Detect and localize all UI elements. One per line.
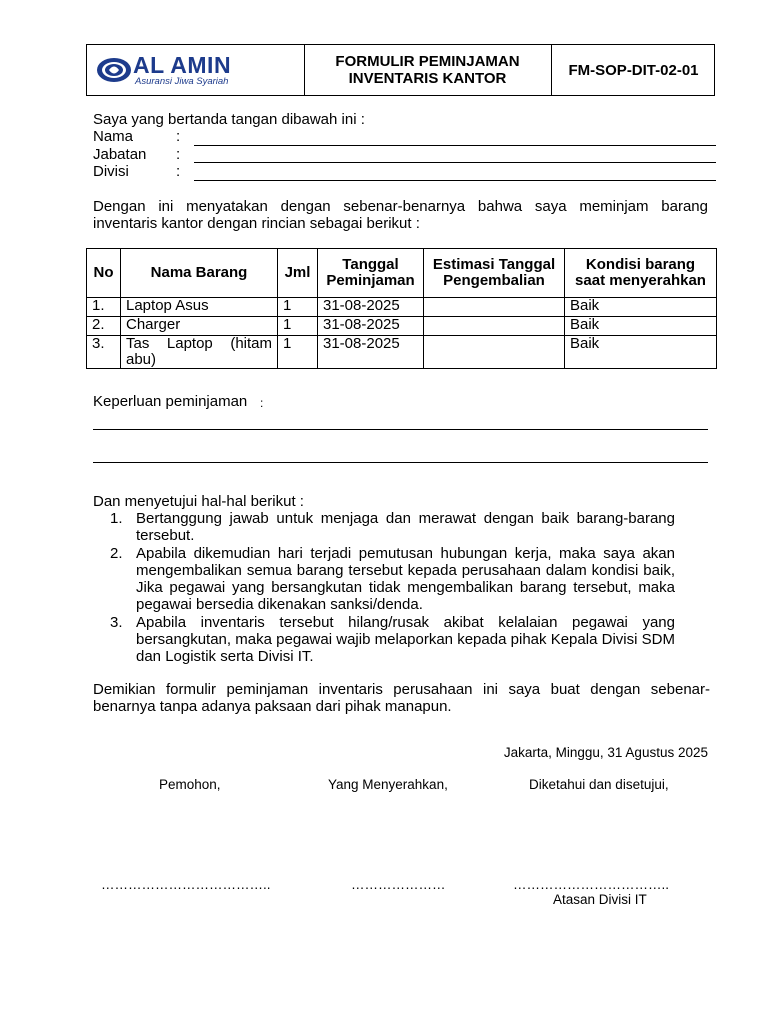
closing-line1: Demikian formulir peminjaman inventaris perusahaan ini saya buat dengan sebenar- — [93, 681, 710, 698]
logo-tagline: Asuransi Jiwa Syariah — [135, 76, 229, 87]
cell-qty: 1 — [278, 298, 318, 317]
intro-text: Saya yang bertanda tangan dibawah ini : — [93, 111, 365, 128]
logo-name: AL AMIN — [133, 52, 232, 78]
field-colon-divisi: : — [176, 163, 181, 180]
col-header-date: Tanggal Peminjaman — [318, 249, 424, 298]
purpose-label: Keperluan peminjaman — [93, 393, 248, 410]
cell-estimate[interactable] — [424, 336, 565, 369]
cell-no: 1. — [87, 298, 121, 317]
cell-no: 3. — [87, 336, 121, 369]
field-label-divisi: Divisi — [93, 163, 129, 180]
sig-approver-label: Diketahui dan disetujui, — [529, 777, 669, 792]
cell-estimate[interactable] — [424, 317, 565, 336]
term-text: Apabila inventaris tersebut hilang/rusak akibat kelalaian pegawai yang bersangkutan, maka pegawai wajib melaporkan kepada pihak Kepala Divisi SDM dan Logistik serta Divisi IT. — [136, 614, 675, 665]
purpose-line-2[interactable] — [93, 462, 708, 463]
form-title-line1: FORMULIR PEMINJAMAN — [335, 53, 520, 70]
logo-cell — [87, 45, 305, 95]
col-header-no: No — [87, 249, 121, 298]
field-label-nama: Nama — [93, 128, 134, 145]
statement-line2: inventaris kantor dengan rincian sebagai berikut : — [93, 215, 420, 232]
term-number: 3. — [110, 614, 123, 631]
cell-estimate[interactable] — [424, 298, 565, 317]
terms-list — [93, 510, 675, 666]
field-line-divisi[interactable] — [194, 180, 716, 181]
field-line-nama[interactable] — [194, 145, 716, 146]
cell-date: 31-08-2025 — [318, 336, 424, 369]
cell-name-line2: abu) — [126, 351, 157, 368]
purpose-line-1[interactable] — [93, 429, 708, 430]
term-text: Apabila dikemudian hari terjadi pemutusan hubungan kerja, maka saya akan mengembalikan semua barang tersebut kepada perusahaan dalam kondisi baik, Jika pegawai yang bersangkutan tidak mengembalikan barang tersebut, maka pegawai bersedia dikenakan sanksi/denda. — [136, 545, 675, 613]
col-header-qty: Jml — [278, 249, 318, 298]
form-title — [304, 45, 552, 95]
cell-name: Laptop Asus — [121, 298, 278, 317]
sig-approver-line[interactable]: …………………………….. — [513, 877, 670, 892]
purpose-colon: : — [260, 396, 264, 410]
term-number: 1. — [110, 510, 123, 527]
form-title-line2: INVENTARIS KANTOR — [348, 70, 507, 87]
cell-name — [121, 336, 278, 369]
col-header-estimate: Estimasi Tanggal Pengembalian — [424, 249, 565, 298]
table-row — [87, 298, 717, 317]
sig-handover-label: Yang Menyerahkan, — [328, 777, 448, 792]
sig-handover-line[interactable]: ………………… — [351, 877, 446, 892]
sig-applicant-line[interactable]: ……………………………….. — [101, 877, 271, 892]
table-row — [87, 317, 717, 336]
col-header-condition: Kondisi barang saat menyerahkan — [565, 249, 717, 298]
table-header-row — [87, 249, 717, 298]
list-item — [110, 614, 675, 665]
term-number: 2. — [110, 545, 123, 562]
field-line-jabatan[interactable] — [194, 162, 716, 163]
cell-date: 31-08-2025 — [318, 317, 424, 336]
terms-intro: Dan menyetujui hal-hal berikut : — [93, 493, 304, 510]
cell-name-line1: Tas Laptop (hitam — [126, 335, 272, 352]
al-amin-logo-icon — [96, 54, 132, 86]
col-header-name: Nama Barang — [121, 249, 278, 298]
cell-no: 2. — [87, 317, 121, 336]
sig-approver-title: Atasan Divisi IT — [553, 892, 647, 907]
cell-qty: 1 — [278, 317, 318, 336]
form-header — [86, 44, 715, 96]
term-text: Bertanggung jawab untuk menjaga dan merawat dengan baik barang-barang tersebut. — [136, 510, 675, 544]
field-label-jabatan: Jabatan — [93, 146, 147, 163]
items-table — [86, 248, 717, 369]
cell-condition: Baik — [565, 317, 717, 336]
cell-condition: Baik — [565, 336, 717, 369]
field-colon-jabatan: : — [176, 146, 181, 163]
place-date: Jakarta, Minggu, 31 Agustus 2025 — [503, 745, 708, 760]
cell-date: 31-08-2025 — [318, 298, 424, 317]
cell-condition: Baik — [565, 298, 717, 317]
list-item — [110, 545, 675, 613]
sig-applicant-label: Pemohon, — [159, 777, 221, 792]
statement-line1: Dengan ini menyatakan dengan sebenar-benarnya bahwa saya meminjam barang — [93, 198, 708, 215]
closing-line2: benarnya tanpa adanya paksaan dari pihak manapun. — [93, 698, 452, 715]
list-item — [110, 510, 675, 544]
table-row — [87, 336, 717, 369]
doc-code: FM-SOP-DIT-02-01 — [568, 61, 699, 79]
cell-name: Charger — [121, 317, 278, 336]
cell-qty: 1 — [278, 336, 318, 369]
field-colon-nama: : — [176, 128, 181, 145]
